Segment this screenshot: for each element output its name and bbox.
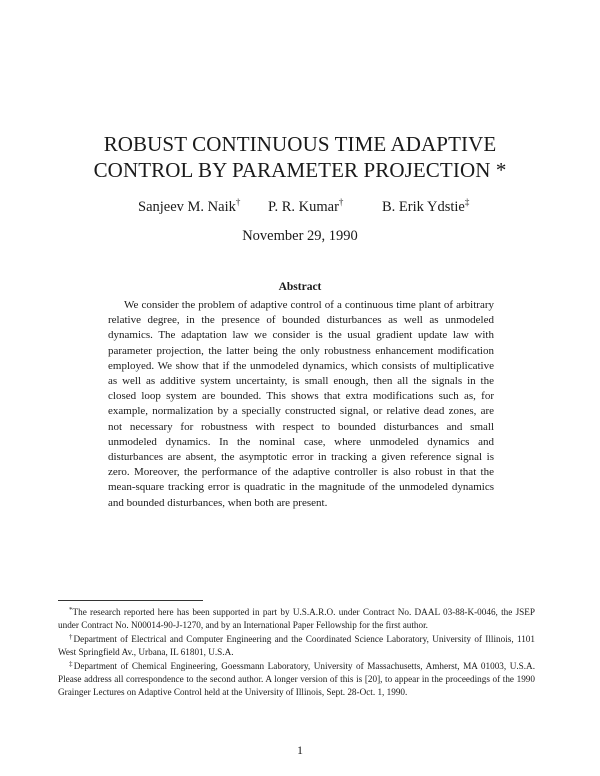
footnote-rule bbox=[58, 600, 203, 601]
author-name: P. R. Kumar bbox=[268, 199, 339, 215]
footnote-text: Department of Electrical and Computer Engineering and the Coordinated Science Laboratory, University of Illinois, 1101 West Springfield Av., Urbana, IL 61801, U.S.A. bbox=[58, 634, 535, 657]
footnote-mark: * bbox=[69, 606, 73, 614]
author-affiliation-mark: † bbox=[235, 197, 241, 207]
footnote-funding bbox=[58, 604, 535, 631]
author-naik bbox=[138, 197, 240, 216]
paper-date: November 29, 1990 bbox=[242, 228, 358, 244]
abstract-heading: Abstract bbox=[278, 281, 322, 293]
footnotes bbox=[58, 604, 535, 698]
footnote-text: The research reported here has been supported in part by U.S.A.R.O. under Contract No. DAAL 03-88-K-0046, the JSEP under Contract No. N00014-90-J-1270, and by an International Paper Fellowship for the first author. bbox=[58, 607, 535, 630]
footnote-affiliation-illinois bbox=[58, 631, 535, 658]
author-affiliation-mark: † bbox=[338, 197, 344, 207]
author-list bbox=[0, 197, 600, 219]
page-number: 1 bbox=[297, 743, 303, 757]
author-kumar bbox=[268, 197, 343, 216]
abstract-paragraph: We consider the problem of adaptive control of a continuous time plant of arbitrary relative degree, in the presence of bounded disturbances as well as unmodeled dynamics. The adaptation law we consider is the usual gradient update law with parameter projection, the latter being the only robustness enhancement modification employed. We show that if the unmodeled dynamics, which consists of multiplicative as well as additive system uncertainty, is small enough, then all the signals in the closed loop system are bounded. This shows that extra modifications such as, for example, normalization by a specially constructed signal, or relative dead zones, are not necessary for robustness with respect to bounded disturbances and small unmodeled dynamics. In the nominal case, where unmodeled dynamics and disturbances are absent, the asymptotic error in tracking a given reference signal is zero. Moreover, the performance of the adaptive controller is also robust in that the mean-square tracking error is quadratic in the magnitude of the unmodeled dynamics and bounded disturbances, when both are present. bbox=[108, 299, 494, 509]
footnote-affiliation-massachusetts bbox=[58, 658, 535, 698]
footnote-text: Department of Chemical Engineering, Goessmann Laboratory, University of Massachusetts, Amherst, MA 01003, U.S.A. Please address all correspondence to the second author. A longer version of this is [20], to appear in the proceedings of the 1990 Grainger Lectures on Adaptive Control held at the University of Illinois, Sept. 28-Oct. 1, 1990. bbox=[58, 661, 535, 697]
author-affiliation-mark: ‡ bbox=[464, 197, 470, 207]
footnote-mark: ‡ bbox=[69, 660, 74, 669]
paper-title-line-1: ROBUST CONTINUOUS TIME ADAPTIVE bbox=[103, 132, 497, 156]
footnote-mark: † bbox=[69, 633, 74, 642]
paper-title-line-2: CONTROL BY PARAMETER PROJECTION * bbox=[93, 158, 507, 182]
abstract-text bbox=[108, 298, 494, 511]
author-name: B. Erik Ydstie bbox=[382, 199, 465, 215]
author-name: Sanjeev M. Naik bbox=[138, 199, 236, 215]
author-ydstie bbox=[382, 197, 469, 216]
